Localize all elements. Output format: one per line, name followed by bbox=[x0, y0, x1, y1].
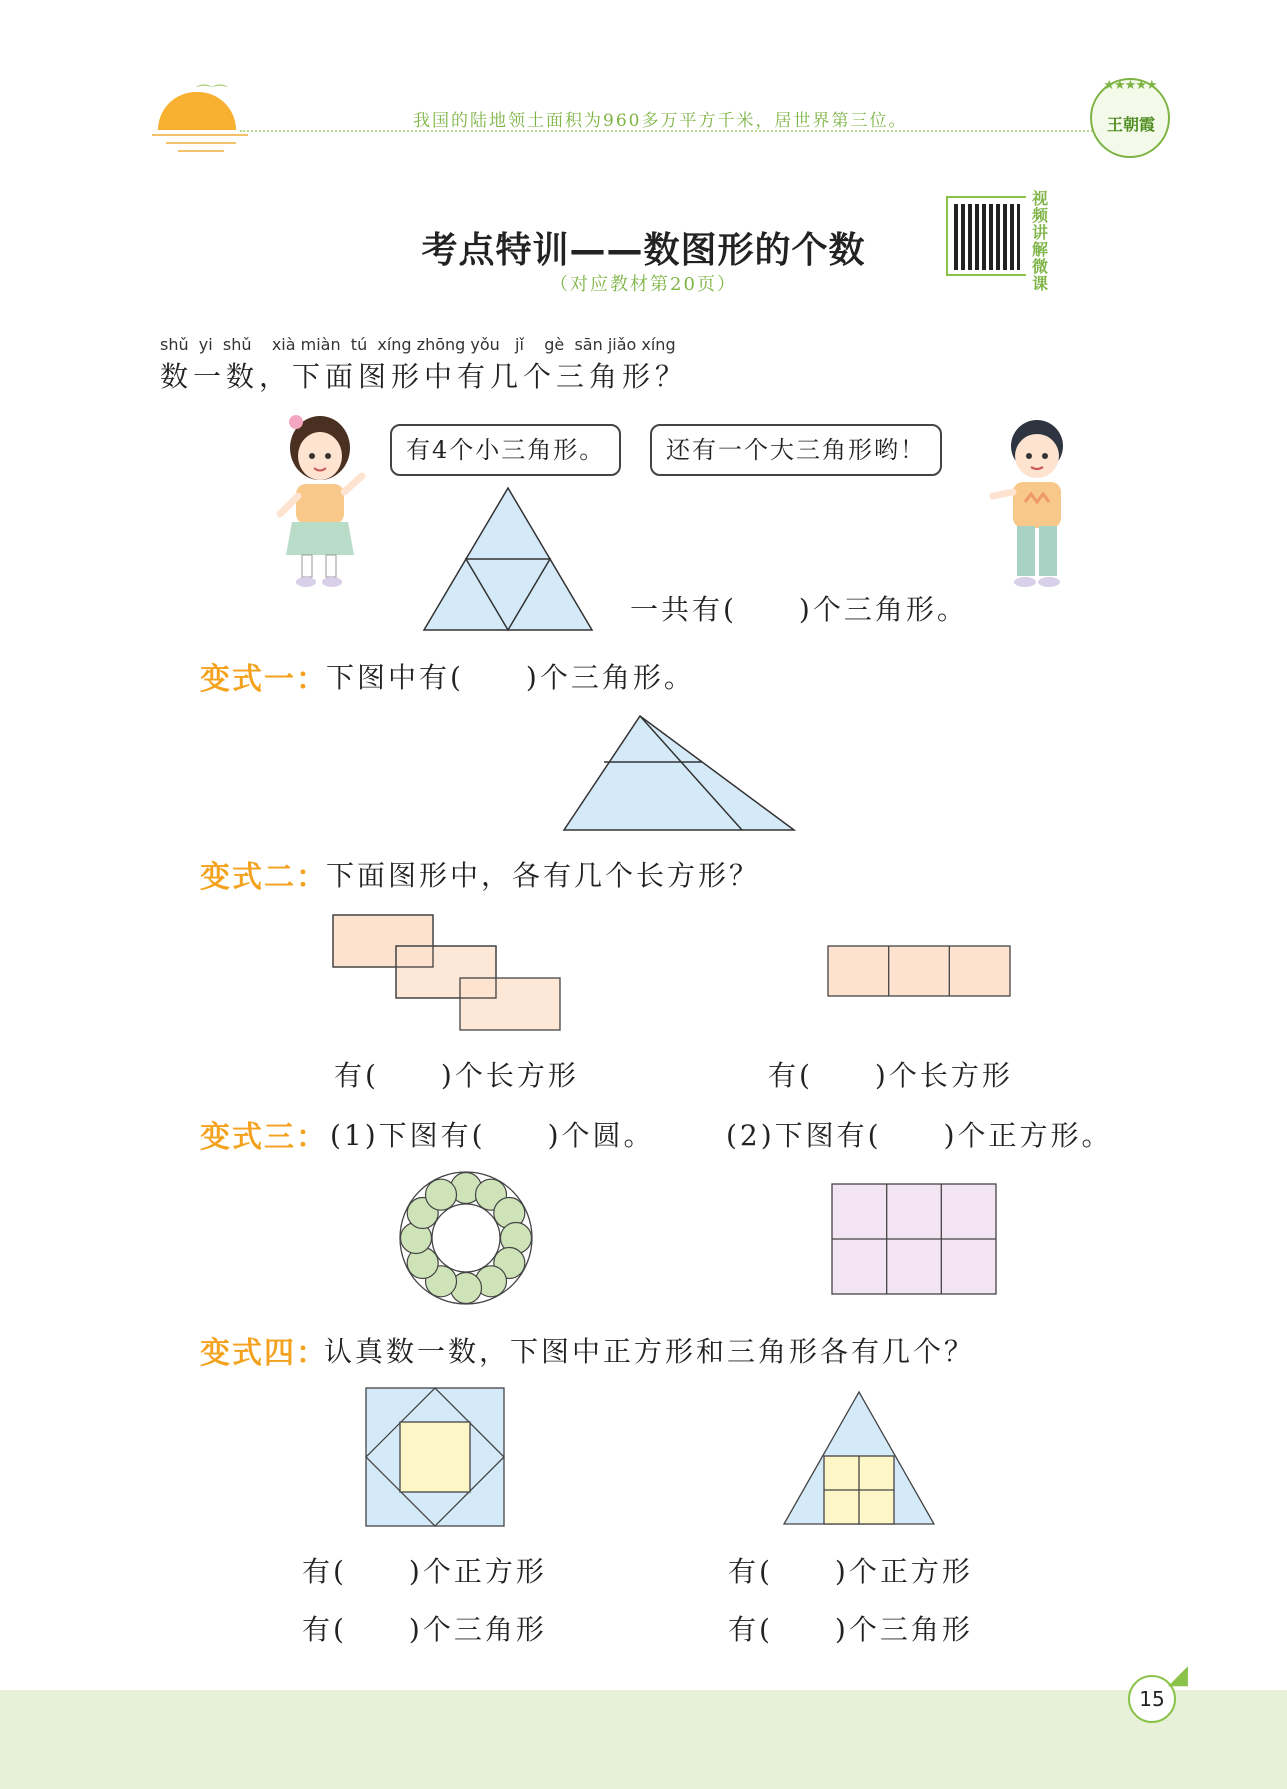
variant3-label: 变式三： bbox=[200, 1120, 328, 1155]
qr-label: 视频讲解微课 bbox=[1032, 189, 1049, 293]
variant4-left-squares: 有( )个正方形 bbox=[302, 1555, 547, 1588]
variant2-answer-left: 有( )个长方形 bbox=[334, 1059, 579, 1092]
variant3-part1: (1)下图有( )个圆。 bbox=[330, 1119, 655, 1152]
question-pinyin: shǔ yi shǔ xià miàn tú xíng zhōng yǒu jǐ gè sān jiǎo xíng bbox=[160, 335, 676, 354]
water-line bbox=[178, 150, 224, 152]
q0-answer: 一共有( )个三角形。 bbox=[630, 593, 968, 626]
water-line bbox=[166, 142, 236, 144]
boy-illustration bbox=[985, 412, 1085, 597]
variant2-text: 下面图形中，各有几个长方形？ bbox=[326, 859, 761, 892]
variant1-label: 变式一： bbox=[200, 662, 328, 697]
triangle-figure bbox=[420, 486, 596, 632]
three-rectangles-row bbox=[826, 944, 1012, 998]
nested-squares-figure bbox=[364, 1386, 506, 1528]
triangle-figure-v1 bbox=[562, 714, 796, 832]
brand-logo: 王朝霞 bbox=[1106, 115, 1155, 134]
main-question: 数一数，下面图形中有几个三角形？ bbox=[160, 360, 689, 393]
variant4-left-triangles: 有( )个三角形 bbox=[302, 1613, 547, 1646]
bird-icon: ⌒⌒ bbox=[196, 83, 229, 102]
qr-code[interactable] bbox=[946, 196, 1026, 276]
small-circle bbox=[426, 1179, 457, 1210]
page-subtitle: （对应教材第20页） bbox=[550, 274, 737, 295]
badge-stars: ★★★★★ bbox=[1103, 78, 1157, 93]
variant2-label: 变式二： bbox=[200, 860, 328, 895]
variant4-right-squares: 有( )个正方形 bbox=[728, 1555, 973, 1588]
footer-band bbox=[0, 1690, 1287, 1789]
variant4-label: 变式四： bbox=[200, 1336, 328, 1371]
variant2-answer-right: 有( )个长方形 bbox=[768, 1059, 1013, 1092]
variant4-text: 认真数一数，下图中正方形和三角形各有几个？ bbox=[324, 1335, 976, 1368]
overlapping-rectangles bbox=[330, 912, 566, 1032]
boy-speech-bubble: 还有一个大三角形哟！ bbox=[650, 424, 942, 476]
page-title: 考点特训——数图形的个数 bbox=[421, 230, 866, 271]
variant1-text: 下图中有( )个三角形。 bbox=[326, 661, 695, 694]
girl-illustration bbox=[272, 410, 372, 595]
girl-speech-bubble: 有4个小三角形。 bbox=[390, 424, 621, 476]
page-number: 15 bbox=[1128, 1675, 1176, 1723]
water-line bbox=[152, 134, 248, 136]
variant4-right-triangles: 有( )个三角形 bbox=[728, 1613, 973, 1646]
variant3-part2: (2)下图有( )个正方形。 bbox=[726, 1119, 1113, 1152]
dolphin-icon: ◢ bbox=[1168, 1660, 1188, 1690]
circle-ring-figure bbox=[398, 1170, 534, 1306]
header-fact: 我国的陆地领土面积为960多万平方千米，居世界第三位。 bbox=[413, 111, 908, 131]
square-grid-figure bbox=[830, 1182, 998, 1296]
triangle-with-squares-figure bbox=[782, 1390, 936, 1526]
qr-pattern bbox=[954, 204, 1020, 270]
